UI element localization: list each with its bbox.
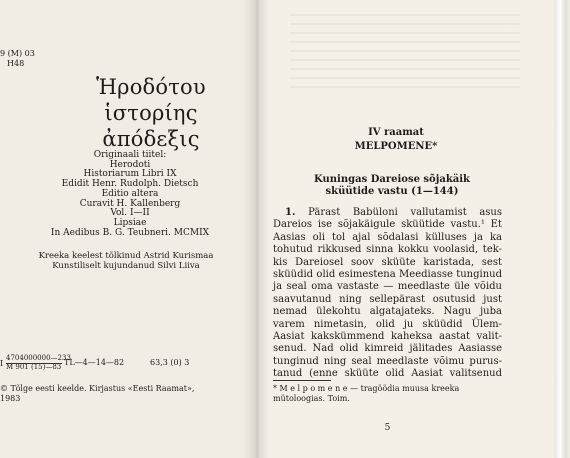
body-line: Aasiat kakskümmend kaheksa aastat valit- [273,331,502,343]
original-title-line: Editio altera [101,188,159,199]
original-title-line: Edidit Henr. Rudolph. Dietsch [61,179,199,190]
greek-title [56,74,246,152]
copyright-line: © Tõlge eesti keelde. Kirjastus «Eesti Raamat», [0,384,195,393]
body-line: nemad ülekohtu algatajateks. Nagu juba [273,306,502,318]
body-paragraph [273,207,502,381]
chapter-title [290,174,494,198]
copyright-notice [0,384,240,404]
credits [6,251,246,271]
copyright-year: 1983 [0,394,21,403]
isbn-prefix: I [0,359,4,368]
footnote-line: mütoloogias. Toim. [273,393,350,403]
body-line: ja seal oma vastaste — meedlaste üle võidu [273,281,502,293]
paragraph-number: 1. [285,207,296,218]
book-gutter [244,0,270,458]
original-title-line: Lipsiae [113,217,147,228]
body-line: sküüdid olid esimestena Meediasse tunginud [273,269,502,281]
chapter-title-line: Kuningas Dareiose sõjakäik [314,174,470,185]
body-line: tohutud rikkused sinna kokku voolasid, tek- [273,244,502,256]
footnote-rule [273,380,331,381]
body-line: senud. Nad olid kimreid jälitades Aasiasse [273,343,502,355]
body-line: tanud (enne sküüte olid Aasiat valitsenud [273,368,502,380]
original-title-line: Vol. I—II [110,208,150,219]
catalog-code-line: H48 [7,59,25,68]
translator-credit: Kreeka keelest tõlkinud Astrid Kurismaa [38,251,214,261]
designer-credit: Kunstiliselt kujundanud Silvi Liiva [52,261,200,271]
body-line: saavutanud ning sellepärast osutusid just [273,293,502,305]
catalog-code [0,49,35,69]
body-line: kis Dareiosel soov sküüte karistada, sest [273,256,502,268]
price-code: 63,3 (0) 3 [150,358,190,367]
imprint [0,354,240,403]
original-title-line: Herodoti [109,159,151,170]
publication-code: TL—4—14—82 [64,358,125,367]
chapter-title-line: sküütide vastu (1—144) [325,186,459,197]
fraction-rule [6,363,62,364]
book-title: MELPOMENE* [354,141,438,152]
isbn-row [0,354,240,378]
isbn-denominator: M 901 (15)—83 [6,363,62,371]
body-line: Dareios ise sõjakäigule sküütide vastu.¹ Et [273,219,502,231]
body-line: Aasias oli tol ajal sõdalasi külluses ja ka [273,231,502,243]
isbn-numerator: 4704000000—233 [6,354,71,362]
footnote-line: * M e l p o m e n e — tragöödia muusa kreeka [273,384,460,393]
original-title-line: Historiarum Libri IX [83,169,177,180]
original-title-line: Curavit H. Kallenberg [79,198,181,209]
body-line: varem nimetasin, olid ju sküüdid Ülem- [273,318,502,330]
page-number: 5 [384,423,391,433]
footnote [273,384,502,403]
original-title-line: Originaali tiitel: [93,150,167,160]
body-line [273,207,502,219]
original-title-line: In Aedibus B. G. Teubneri. MCMIX [50,227,210,238]
original-title-block [14,151,246,238]
show-through-text [290,14,520,88]
body-line: tunginud ning seal meedlaste võimu purus- [273,355,502,367]
page-edge [554,0,570,458]
book-number: IV raamat [368,127,424,138]
catalog-code-line: 9 (M) 03 [0,49,35,58]
greek-title-line: ἱστορίης ἀπόδεξις [102,101,200,151]
greek-title-line: Ἡροδότου [96,75,206,99]
body-line-text: Pärast Babüloni vallutamist asus [308,207,502,218]
